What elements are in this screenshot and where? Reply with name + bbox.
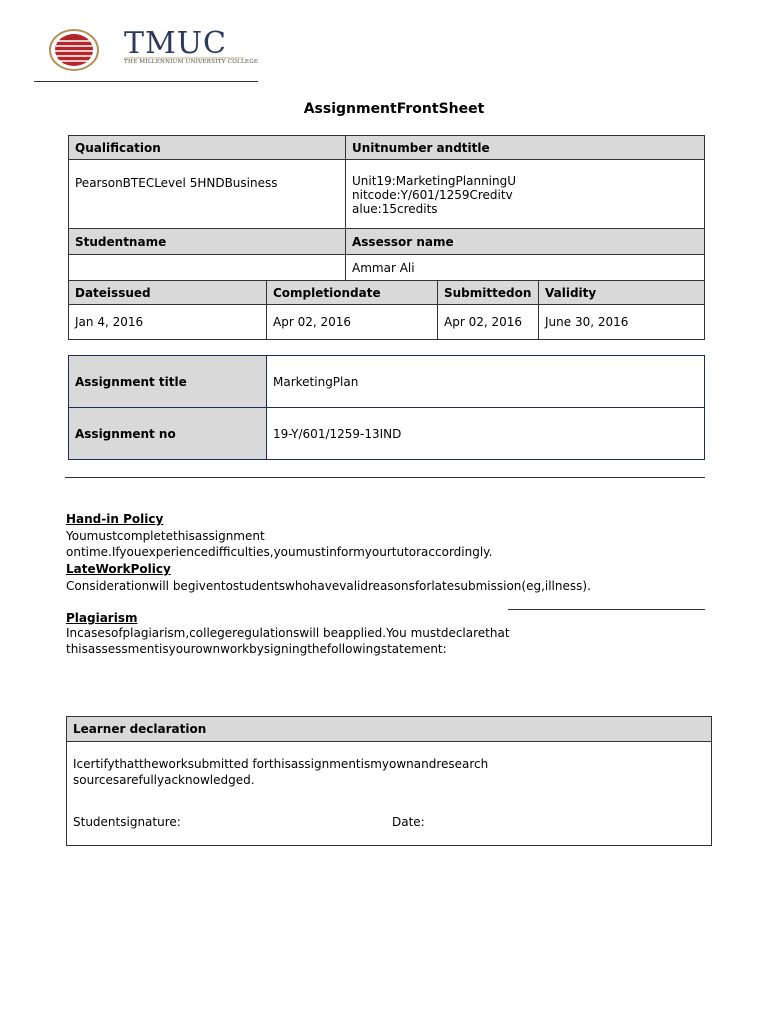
unit-label: Unitnumber andtitle bbox=[346, 136, 705, 160]
header-divider bbox=[34, 81, 258, 82]
plagiarism-divider bbox=[508, 609, 705, 610]
validity-label: Validity bbox=[539, 281, 705, 305]
date-issued-value: Jan 4, 2016 bbox=[69, 305, 267, 340]
assignment-table bbox=[68, 355, 705, 460]
assignment-title-label: Assignment title bbox=[69, 356, 267, 408]
declaration-text: Icertifythattheworksubmitted forthisassignmentismyownandresearch sourcesarefullyacknowledged. bbox=[73, 757, 489, 787]
assignment-no-label: Assignment no bbox=[69, 408, 267, 460]
qualification-value: PearsonBTECLevel 5HNDBusiness bbox=[69, 160, 346, 229]
assignment-title-value: MarketingPlan bbox=[267, 356, 705, 408]
student-signature-label: Studentsignature: bbox=[73, 815, 181, 829]
submitted-on-label: Submittedon bbox=[438, 281, 539, 305]
unit-value: Unit19:MarketingPlanningU nitcode:Y/601/1259Creditv alue:15credits bbox=[346, 160, 705, 229]
date-issued-label: Dateissued bbox=[69, 281, 267, 305]
logo-title: TMUC bbox=[124, 26, 227, 61]
hand-in-policy-heading: Hand-in Policy bbox=[66, 512, 164, 526]
late-work-policy-heading: LateWorkPolicy bbox=[66, 562, 171, 576]
completion-date-label: Completiondate bbox=[267, 281, 438, 305]
late-work-policy-text: Considerationwill begiventostudentswhohavevalidreasonsforlatesubmission(eg,illness). bbox=[66, 579, 591, 593]
info-table bbox=[68, 135, 705, 281]
student-name-value bbox=[69, 255, 346, 281]
hand-in-policy-text: Youmustcompletethisassignment ontime.Ifyouexperiencedifficulties,youmustinformyourtutoraccordingly. bbox=[66, 529, 493, 559]
student-name-label: Studentname bbox=[69, 229, 346, 255]
section-divider bbox=[65, 477, 705, 478]
qualification-label: Qualification bbox=[69, 136, 346, 160]
learner-declaration-box bbox=[66, 716, 712, 846]
completion-date-value: Apr 02, 2016 bbox=[267, 305, 438, 340]
date-label: Date: bbox=[392, 815, 425, 829]
plagiarism-heading: Plagiarism bbox=[66, 611, 138, 625]
validity-value: June 30, 2016 bbox=[539, 305, 705, 340]
submitted-on-value: Apr 02, 2016 bbox=[438, 305, 539, 340]
assessor-name-label: Assessor name bbox=[346, 229, 705, 255]
assessor-name-value: Ammar Ali bbox=[346, 255, 705, 281]
plagiarism-text: Incasesofplagiarism,collegeregulationswill beapplied.You mustdeclarethat thisassessmentisyourownworkbysigningthefollowingstatement: bbox=[66, 626, 510, 656]
assignment-no-value: 19-Y/601/1259-13IND bbox=[267, 408, 705, 460]
dates-table bbox=[68, 280, 705, 340]
document-title: AssignmentFrontSheet bbox=[303, 101, 485, 117]
learner-declaration-heading: Learner declaration bbox=[67, 717, 711, 742]
logo-subtitle: THE MILLENNIUM UNIVERSITY COLLEGE bbox=[124, 59, 259, 65]
